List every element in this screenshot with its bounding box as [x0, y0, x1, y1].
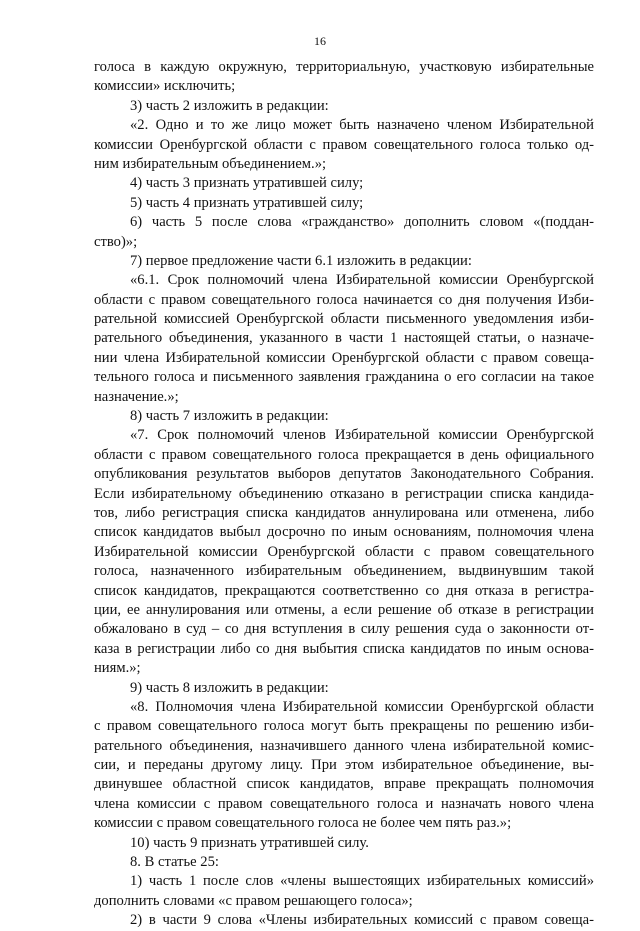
text-line: ство)»; — [94, 233, 138, 250]
text-line: 3) часть 2 изложить в редакции: — [130, 97, 329, 114]
text-line: рательного объединения, назначившего данного члена избирательной комис- — [94, 737, 594, 754]
text-line: «6.1. Срок полномочий члена Избирательной комиссии Оренбургской — [130, 272, 594, 289]
text-line: «2. Одно и то же лицо может быть назначено членом Избирательной — [130, 117, 594, 134]
text-line: члена комиссии с правом совещательного голоса и назначать нового члена — [94, 795, 594, 812]
text-line: комиссии с правом совещательного голоса не более чем пять раз.»; — [94, 815, 512, 832]
text-line: 7) первое предложение части 6.1 изложить в редакции: — [130, 252, 472, 269]
text-line: голоса в каждую окружную, территориальную, участковую избирательные — [94, 59, 594, 75]
text-line: список кандидатов выбыл досрочно по иным основаниям, полномочия члена — [94, 524, 594, 541]
text-line: двинувшее областной список кандидатов, вправе прекращать полномочия — [94, 776, 594, 793]
text-line: 5) часть 4 признать утратившей силу; — [130, 194, 364, 211]
text-line: рательного объединения, указанного в части 1 настоящей статьи, о назначе- — [94, 330, 594, 347]
text-line: 1) часть 1 после слов «члены вышестоящих избирательных комиссий» — [130, 873, 594, 890]
text-line: сии, и переданы другому лицу. При этом избирательное объединение, вы- — [94, 757, 594, 774]
text-line: области с правом совещательного голоса начинается со дня получения Изби- — [94, 291, 594, 308]
text-line: дополнить словами «с правом решающего голоса»; — [94, 892, 413, 909]
text-line: комиссии Оренбургской области с правом совещательного голоса только од- — [94, 136, 594, 153]
page-number: 16 — [314, 34, 326, 48]
text-line: с правом совещательного голоса могут быть прекращены по решению изби- — [94, 718, 594, 735]
text-line: Если избирательному объединению отказано в регистрации списка кандида- — [94, 485, 594, 502]
text-line: 10) часть 9 признать утратившей силу. — [130, 834, 369, 851]
text-line: ниям.»; — [94, 660, 141, 677]
text-line: ним избирательным объединением.»; — [94, 155, 327, 172]
text-line: список кандидатов, прекращаются соответственно со дня отказа в регистра- — [94, 582, 594, 599]
text-line: тельного голоса и письменного заявления гражданина о его согласии на такое — [94, 369, 594, 386]
text-line: «7. Срок полномочий членов Избирательной комиссии Оренбургской — [130, 427, 594, 444]
text-line: опубликования результатов выборов депутатов Законодательного Собрания. — [94, 466, 594, 483]
document-body — [94, 58, 594, 931]
text-line: тов, либо регистрация списка кандидатов аннулирована или отменена, либо — [94, 504, 594, 521]
text-line: назначение.»; — [94, 388, 179, 405]
text-line: 8) часть 7 изложить в редакции: — [130, 408, 329, 425]
text-line: каза в регистрации либо со дня выбытия списка кандидатов по иным основа- — [94, 640, 594, 657]
text-line: 4) часть 3 признать утратившей силу; — [130, 175, 364, 192]
text-line: ции, ее аннулирования или отмены, а если решение об отказе в регистрации — [94, 601, 594, 618]
text-line: рательной комиссией Оренбургской области письменного уведомления изби- — [94, 311, 594, 328]
text-line: 9) часть 8 изложить в редакции: — [130, 679, 329, 696]
text-line: области с правом совещательного голоса прекращается в день официального — [94, 446, 594, 463]
text-line: «8. Полномочия члена Избирательной комиссии Оренбургской области — [130, 698, 594, 715]
text-line: 6) часть 5 после слова «гражданство» дополнить словом «(поддан- — [130, 214, 594, 231]
text-line: нии члена Избирательной комиссии Оренбургской области с правом совеща- — [94, 349, 594, 366]
text-line: голоса, назначенного избирательным объединением, выдвинувшим такой — [94, 563, 594, 580]
text-line: 8. В статье 25: — [130, 854, 219, 871]
text-line: Избирательной комиссии Оренбургской области с правом совещательного — [94, 543, 594, 560]
text-line: комиссии» исключить; — [94, 78, 236, 95]
text-line: обжаловано в суд – со дня вступления в силу решения суда о законности от- — [94, 621, 594, 638]
text-line: 2) в части 9 слова «Члены избирательных комиссий с правом совеща- — [130, 912, 594, 929]
